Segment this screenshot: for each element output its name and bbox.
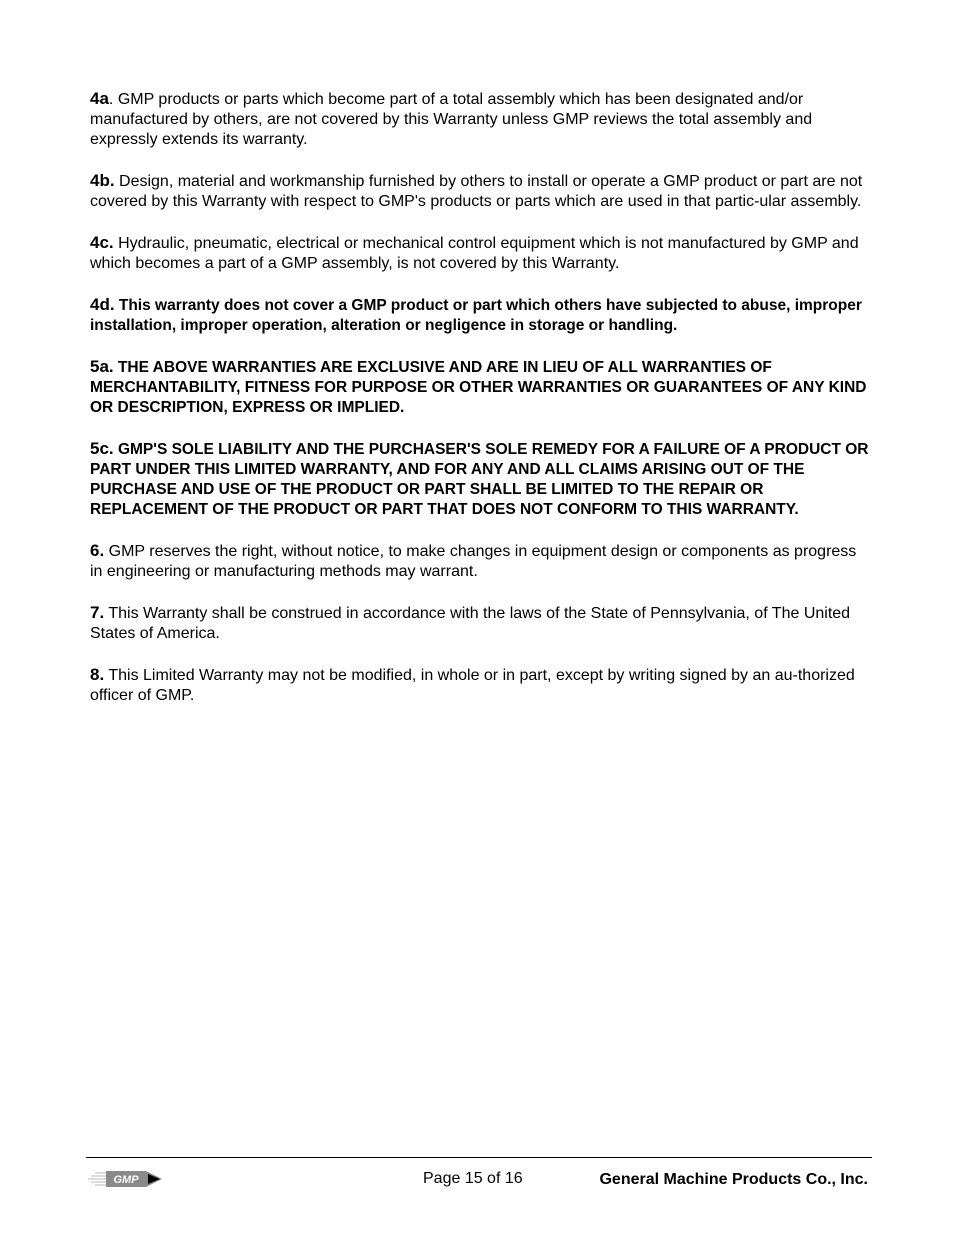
- clause-text: This Limited Warranty may not be modified, in whole or in part, except by writing signed by an au-thorized officer of GMP.: [90, 667, 855, 704]
- clause-number: 5a.: [90, 357, 114, 376]
- clause-text: GMP products or parts which become part of a total assembly which has been designated and/or manufactured by others, are not covered by this Warranty unless GMP reviews the total assembly and expressly extends its warranty.: [90, 91, 813, 148]
- page-number: Page 15 of 16: [423, 1170, 523, 1187]
- paragraph-5a: [90, 357, 872, 418]
- clause-number: 4c.: [90, 233, 114, 252]
- paragraph-7: [90, 603, 872, 644]
- clause-text: Design, material and workmanship furnished by others to install or operate a GMP product or part are not covered by this Warranty with respect to GMP's products or parts which are used in that partic-ular assembly.: [90, 173, 863, 210]
- clause-number: 5c.: [90, 439, 114, 458]
- clause-text: This warranty does not cover a GMP product or part which others have subjected to abuse, improper installation, improper operation, alteration or negligence in storage or handling.: [90, 297, 862, 334]
- paragraph-6: [90, 541, 872, 582]
- clause-number: 4d.: [90, 295, 115, 314]
- clause-separator: .: [108, 91, 114, 108]
- clause-number: 6.: [90, 541, 105, 560]
- clause-text: This Warranty shall be construed in accordance with the laws of the State of Pennsylvania, of The United States of America.: [90, 605, 851, 642]
- clause-text: Hydraulic, pneumatic, electrical or mechanical control equipment which is not manufactured by GMP and which becomes a part of a GMP assembly, is not covered by this Warranty.: [90, 235, 859, 272]
- paragraph-8: [90, 665, 872, 706]
- paragraph-4c: [90, 233, 872, 274]
- paragraph-4b: [90, 171, 872, 212]
- clause-text: THE ABOVE WARRANTIES ARE EXCLUSIVE AND ARE IN LIEU OF ALL WARRANTIES OF MERCHANTABILITY, FITNESS FOR PURPOSE OR OTHER WARRANTIES OR GUARANTEES OF ANY KIND OR DESCRIPTION, EXPRESS OR IMPLIED.: [90, 359, 867, 416]
- clause-text: GMP'S SOLE LIABILITY AND THE PURCHASER'S SOLE REMEDY FOR A FAILURE OF A PRODUCT OR PART UNDER THIS LIMITED WARRANTY, AND FOR ANY AND ALL CLAIMS ARISING OUT OF THE PURCHASE AND USE OF THE PRODUCT OR PART SHALL BE LIMITED TO THE REPAIR OR REPLACEMENT OF THE PRODUCT OR PART THAT DOES NOT CONFORM TO THIS WARRANTY.: [90, 441, 869, 518]
- clause-number: 4b.: [90, 171, 115, 190]
- clause-number: 4a: [90, 89, 109, 108]
- svg-text:GMP: GMP: [113, 1174, 139, 1186]
- clause-text: GMP reserves the right, without notice, to make changes in equipment design or components as progress in engineering or manufacturing methods may warrant.: [90, 543, 857, 580]
- clause-number: 8.: [90, 665, 105, 684]
- warranty-text: [90, 89, 872, 727]
- gmp-logo-icon: [86, 1168, 166, 1190]
- footer-divider: [86, 1157, 872, 1158]
- clause-number: 7.: [90, 603, 105, 622]
- company-name: General Machine Products Co., Inc.: [599, 1171, 868, 1188]
- paragraph-5c: [90, 439, 872, 520]
- paragraph-4d: [90, 295, 872, 336]
- paragraph-4a: [90, 89, 872, 150]
